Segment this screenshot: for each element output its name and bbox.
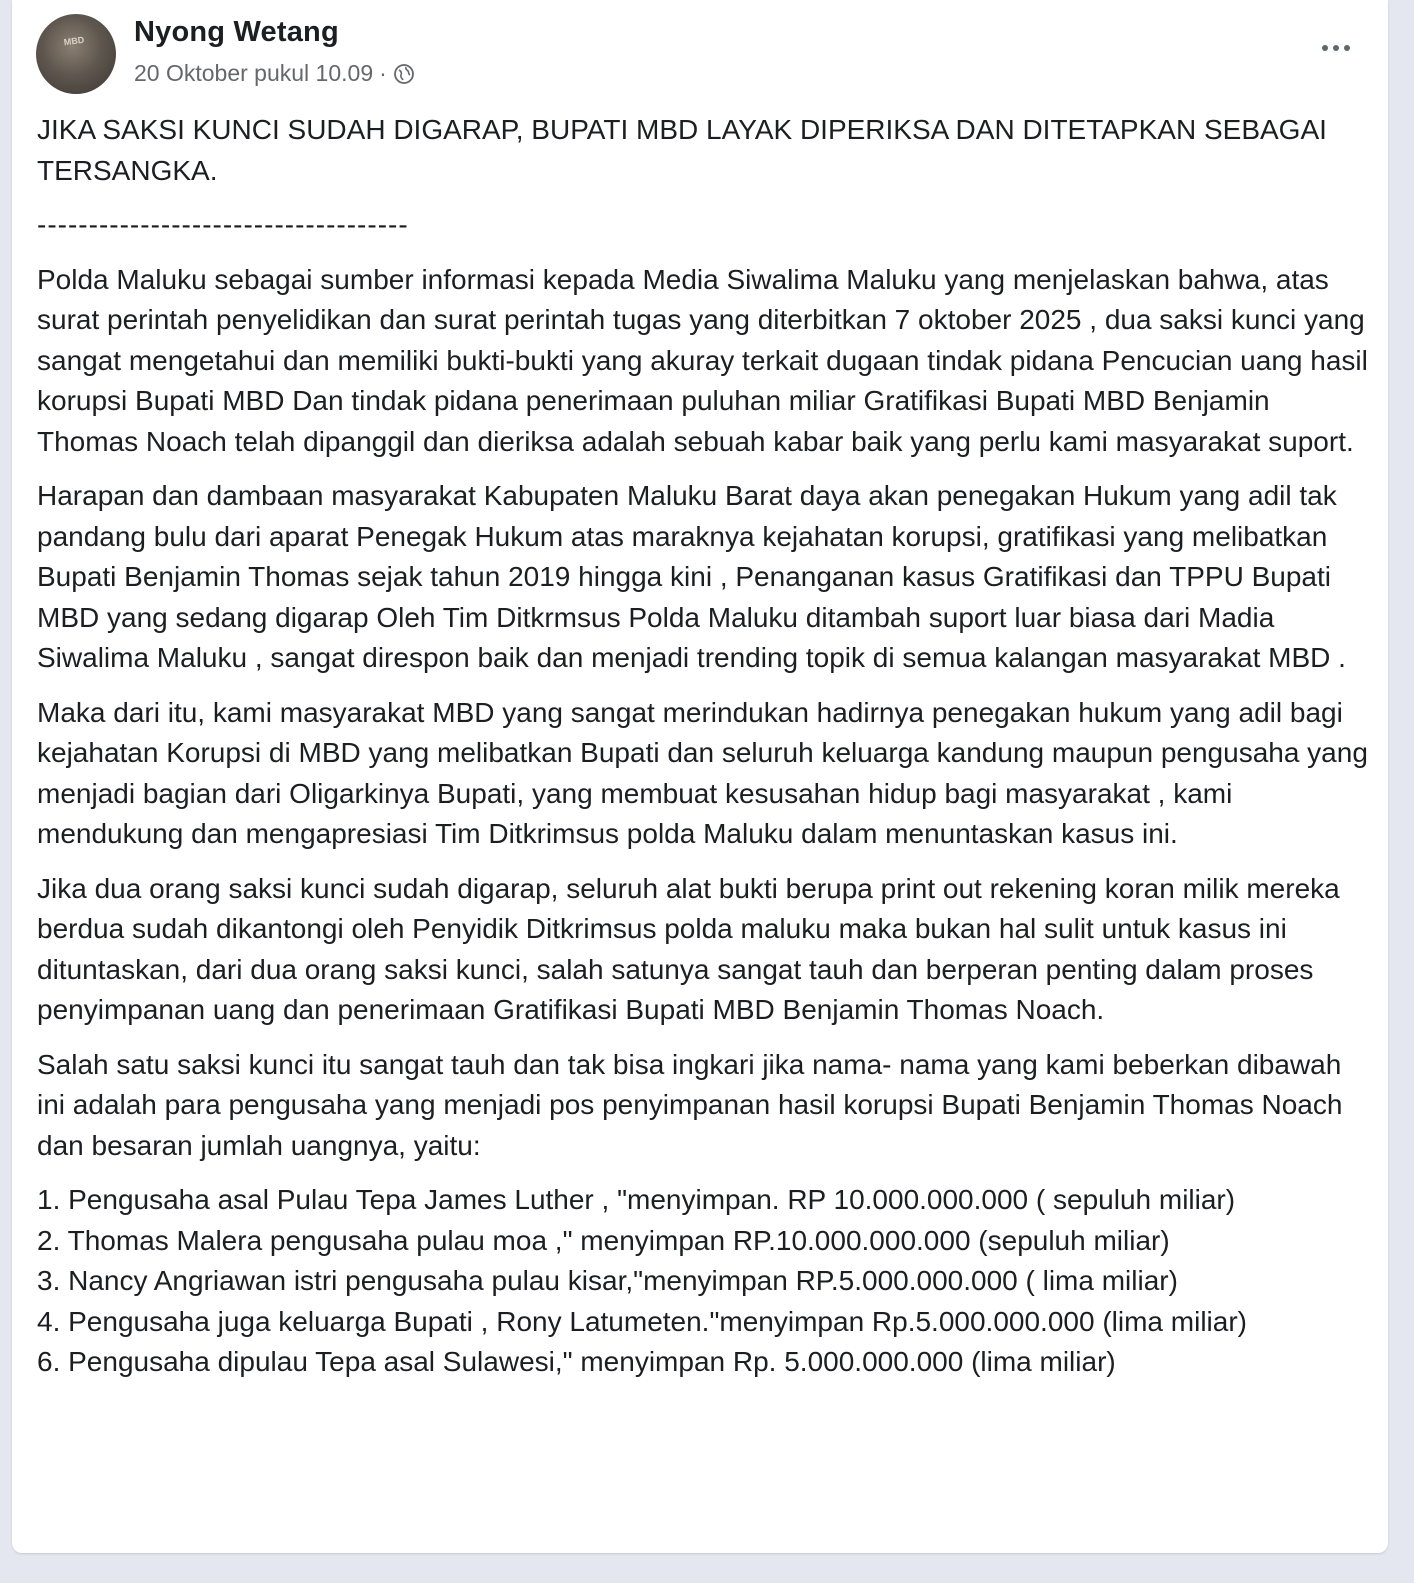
post-paragraph: Polda Maluku sebagai sumber informasi kepada Media Siwalima Maluku yang menjelaskan bahwa, atas surat perintah penyelidikan dan surat perintah tugas yang diterbitkan 7 oktober 2025 , dua saksi kunci yang sangat mengetahui dan memiliki bukti-bukti yang akuray terkait dugaan tindak pidana Pencucian uang hasil korupsi Bupati MBD Dan tindak pidana penerimaan puluhan miliar Gratifikasi Bupati MBD Benjamin Thomas Noach telah dipanggil dan dieriksa adalah sebuah kabar baik yang perlu kami masyarakat suport. bbox=[37, 263, 1368, 457]
post-paragraph: Harapan dan dambaan masyarakat Kabupaten Maluku Barat daya akan penegakan Hukum yang adil tak pandang bulu dari aparat Penegak Hukum atas maraknya kejahatan korupsi, gratifikasi yang melibatkan Bupati Benjamin Thomas sejak tahun 2019 hingga kini , Penanganan kasus Gratifikasi dan TPPU Bupati MBD yang sedang digarap Oleh Tim Ditkrmsus Polda Maluku ditambah suport luar biasa dari Madia Siwalima Maluku , sangat direspon baik dan menjadi trending topik di semua kalangan masyarakat MBD . bbox=[37, 480, 1346, 673]
more-dot bbox=[1322, 45, 1328, 51]
avatar[interactable] bbox=[36, 14, 116, 94]
globe-icon[interactable] bbox=[393, 63, 415, 85]
author-name[interactable]: Nyong Wetang bbox=[134, 16, 339, 48]
list-item: 2. Thomas Malera pengusaha pulau moa ," menyimpan RP.10.000.000.000 (sepuluh miliar) bbox=[37, 1224, 1170, 1256]
post-timestamp[interactable]: 20 Oktober pukul 10.09 bbox=[134, 60, 374, 86]
post-paragraph: Maka dari itu, kami masyarakat MBD yang sangat merindukan hadirnya penegakan hukum yang adil bagi kejahatan Korupsi di MBD yang melibatkan Bupati dan seluruh keluarga kandung maupun pengusaha yang menjadi bagian dari Oligarkinya Bupati, yang membuat kesusahan hidup bagi masyarakat , kami mendukung dan mengapresiasi Tim Ditkrimsus polda Maluku dalam menuntaskan kasus ini. bbox=[37, 696, 1368, 849]
more-dot bbox=[1333, 45, 1339, 51]
post-separator: ------------------------------------ bbox=[37, 209, 409, 240]
avatar-shirt-text: MBD bbox=[63, 34, 85, 48]
post-header bbox=[12, 0, 1388, 100]
post-content bbox=[37, 110, 1377, 1383]
post-card bbox=[12, 0, 1388, 1553]
more-options-icon[interactable] bbox=[1314, 34, 1358, 62]
saver-list bbox=[37, 1180, 1377, 1383]
list-item: 3. Nancy Angriawan istri pengusaha pulau kisar,"menyimpan RP.5.000.000.000 ( lima miliar) bbox=[37, 1265, 1178, 1296]
meta-separator: · bbox=[379, 60, 387, 86]
post-headline: JIKA SAKSI KUNCI SUDAH DIGARAP, BUPATI MBD LAYAK DIPERIKSA DAN DITETAPKAN SEBAGAI TERSANGKA. bbox=[37, 114, 1327, 186]
list-item: 1. Pengusaha asal Pulau Tepa James Luther , "menyimpan. RP 10.000.000.000 ( sepuluh miliar) bbox=[37, 1184, 1236, 1215]
list-item: 6. Pengusaha dipulau Tepa asal Sulawesi," menyimpan Rp. 5.000.000.000 (lima miliar) bbox=[37, 1346, 1116, 1377]
post-paragraph: Salah satu saksi kunci itu sangat tauh dan tak bisa ingkari jika nama- nama yang kami beberkan dibawah ini adalah para pengusaha yang menjadi pos penyimpanan hasil korupsi Bupati Benjamin Thomas Noach dan besaran jumlah uangnya, yaitu: bbox=[37, 1048, 1343, 1161]
post-meta bbox=[134, 60, 415, 87]
list-item: 4. Pengusaha juga keluarga Bupati , Rony Latumeten."menyimpan Rp.5.000.000.000 (lima miliar) bbox=[37, 1305, 1247, 1337]
more-dot bbox=[1344, 45, 1350, 51]
post-paragraph: Jika dua orang saksi kunci sudah digarap, seluruh alat bukti berupa print out rekening koran milik mereka berdua sudah dikantongi oleh Penyidik Ditkrimsus polda maluku maka bukan hal sulit untuk kasus ini dituntaskan, dari dua orang saksi kunci, salah satunya sangat tauh dan berperan penting dalam proses penyimpanan uang dan penerimaan Gratifikasi Bupati MBD Benjamin Thomas Noach. bbox=[37, 872, 1340, 1025]
